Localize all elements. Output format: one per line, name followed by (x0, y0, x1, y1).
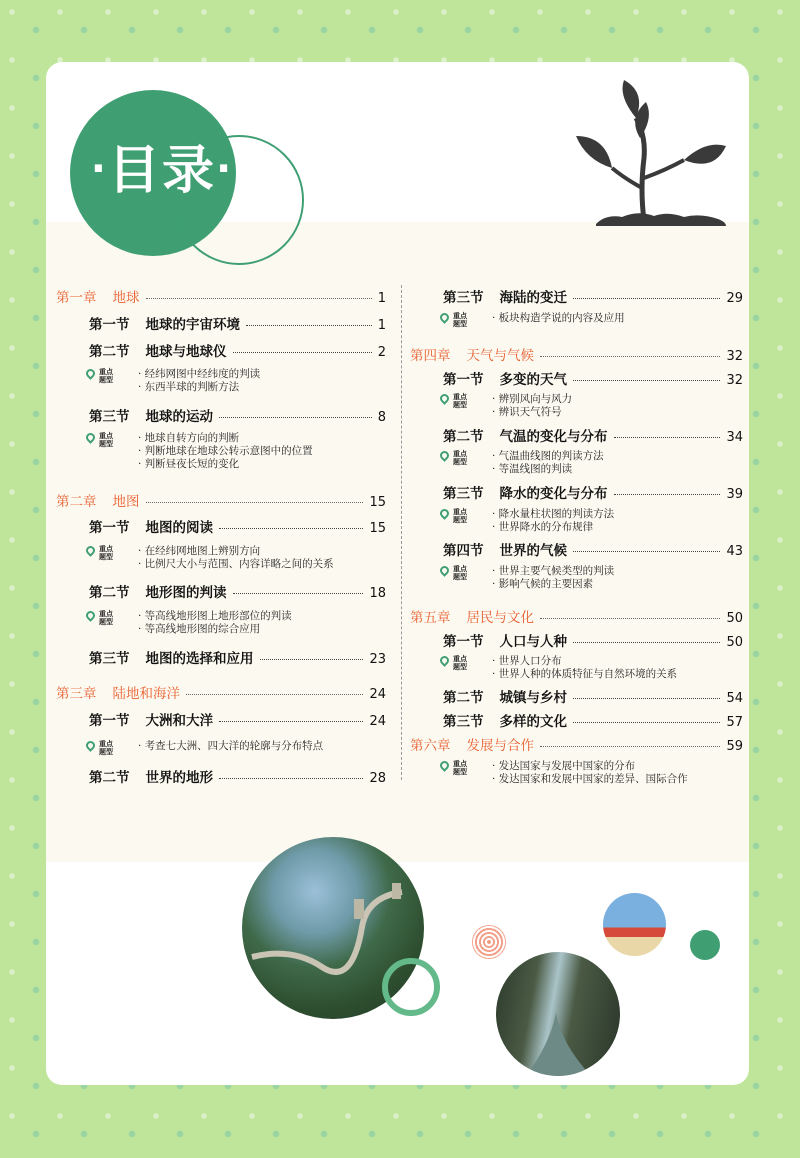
toc-chapter[interactable]: 第六章 发展与合作 59 (410, 738, 743, 754)
toc-section[interactable]: 第四节 世界的气候 43 (443, 543, 743, 559)
toc-chapter[interactable]: 第二章 地图 15 (56, 494, 386, 510)
toc-section[interactable]: 第三节 地球的运动 8 (89, 409, 386, 425)
toc-section[interactable]: 第一节 地球的宇宙环境 1 (89, 317, 386, 333)
decor-dot (690, 930, 720, 960)
toc-section[interactable]: 第三节 多样的文化 57 (443, 714, 743, 730)
river-image (496, 952, 620, 1076)
toc-section[interactable]: 第二节 地形图的判读 18 (89, 585, 386, 601)
toc-section[interactable]: 第一节 多变的天气 32 (443, 372, 743, 388)
toc-section[interactable]: 第三节 海陆的变迁 29 (443, 290, 743, 306)
temple-photo (603, 893, 666, 956)
sprout-icon (566, 78, 736, 228)
column-divider (401, 285, 402, 780)
page-title: ·目录· (90, 141, 234, 201)
toc-section[interactable]: 第一节 大洲和大洋 24 (89, 713, 386, 729)
decor-ring (382, 958, 440, 1016)
toc-section[interactable]: 第一节 人口与人种 50 (443, 634, 743, 650)
toc-section[interactable]: 第二节 气温的变化与分布 34 (443, 429, 743, 445)
toc-chapter[interactable]: 第三章 陆地和海洋 24 (56, 686, 386, 702)
toc-chapter[interactable]: 第五章 居民与文化 50 (410, 610, 743, 626)
toc-chapter[interactable]: 第一章 地球 1 (56, 290, 386, 306)
decor-dot (472, 925, 506, 959)
toc-section[interactable]: 第一节 地图的阅读 15 (89, 520, 386, 536)
toc-section[interactable]: 第二节 世界的地形 28 (89, 770, 386, 786)
toc-section[interactable]: 第三节 地图的选择和应用 23 (89, 651, 386, 667)
toc-section[interactable]: 第三节 降水的变化与分布 39 (443, 486, 743, 502)
toc-section[interactable]: 第二节 地球与地球仪 2 (89, 344, 386, 360)
toc-chapter[interactable]: 第四章 天气与气候 32 (410, 348, 743, 364)
gorge-photo (496, 952, 620, 1076)
toc-section[interactable]: 第二节 城镇与乡村 54 (443, 690, 743, 706)
